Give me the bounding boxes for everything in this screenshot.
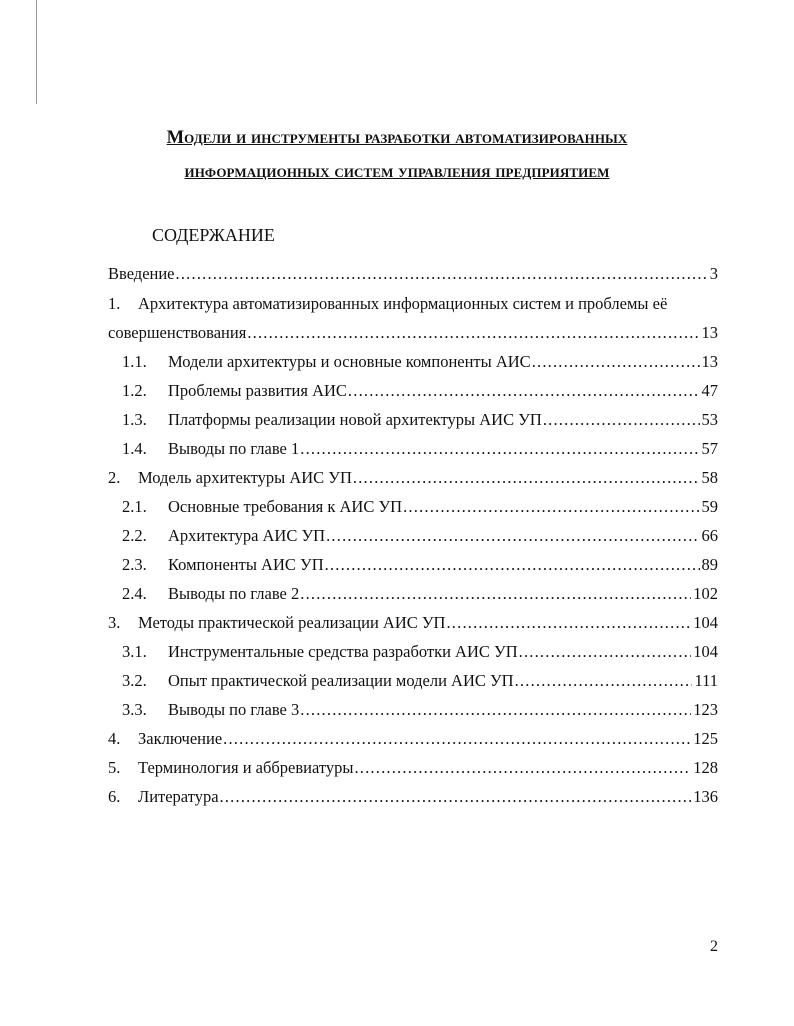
toc-entry-title: Основные требования к АИС УП — [168, 497, 403, 516]
dot-leader — [176, 264, 708, 283]
toc-entry-number: 1.2. — [122, 381, 147, 400]
toc-entry-page: 13 — [701, 352, 718, 371]
toc-entry-page: 136 — [693, 787, 718, 806]
toc-entry-title: Методы практической реализации АИС УП — [138, 613, 446, 632]
dot-leader — [223, 729, 691, 748]
table-of-contents — [108, 254, 718, 806]
toc-entry-number: 2.3. — [122, 555, 147, 574]
toc-entry-section-3-1[interactable] — [108, 632, 718, 661]
document-title-line-2: информационных систем управления предприятием — [184, 162, 610, 182]
toc-entry-title: Опыт практической реализации модели АИС УП — [168, 671, 514, 690]
toc-entry-title: Проблемы развития АИС — [168, 381, 347, 400]
dot-leader — [300, 584, 691, 603]
dot-leader — [220, 787, 692, 806]
scan-margin-line — [36, 0, 37, 104]
toc-entry-title: Заключение — [138, 729, 223, 748]
toc-entry-section-1-2[interactable] — [108, 371, 718, 400]
toc-entry-section-2-1[interactable] — [108, 487, 718, 516]
toc-entry-page: 58 — [701, 468, 718, 487]
toc-entry-section-2-4[interactable] — [108, 574, 718, 603]
toc-entry-page: 57 — [701, 439, 718, 458]
toc-entry-title: Введение — [108, 264, 175, 283]
dot-leader — [300, 700, 691, 719]
toc-entry-page: 3 — [709, 264, 718, 283]
toc-entry-number: 2.2. — [122, 526, 147, 545]
toc-entry-chapter-2[interactable] — [108, 458, 718, 487]
dot-leader — [515, 671, 693, 690]
toc-entry-page: 104 — [693, 642, 718, 661]
dot-leader — [403, 497, 699, 516]
toc-entry-title: Терминология и аббревиатуры — [138, 758, 354, 777]
toc-entry-chapter-1[interactable] — [108, 283, 718, 313]
toc-entry-number: 2. — [108, 468, 121, 487]
toc-entry-title-continued: совершенствования — [108, 323, 247, 342]
toc-entry-page: 102 — [693, 584, 718, 603]
toc-entry-page: 89 — [701, 555, 718, 574]
toc-entry-page: 104 — [693, 613, 718, 632]
toc-entry-title: Модель архитектуры АИС УП — [138, 468, 352, 487]
toc-entry-title: Выводы по главе 3 — [168, 700, 300, 719]
toc-entry-page: 123 — [693, 700, 718, 719]
toc-entry-section-2-3[interactable] — [108, 545, 718, 574]
toc-entry-title: Инструментальные средства разработки АИС УП — [168, 642, 518, 661]
dot-leader — [543, 410, 700, 429]
toc-entry-number: 3.3. — [122, 700, 147, 719]
toc-entry-title: Модели архитектуры и основные компоненты АИС — [168, 352, 531, 371]
toc-entry-section-2-2[interactable] — [108, 516, 718, 545]
toc-entry-page: 47 — [701, 381, 718, 400]
toc-entry-chapter-5[interactable] — [108, 748, 718, 777]
dot-leader — [247, 323, 699, 342]
toc-entry-section-1-3[interactable] — [108, 400, 718, 429]
toc-entry-number: 1.1. — [122, 352, 147, 371]
dot-leader — [519, 642, 692, 661]
toc-entry-number: 3. — [108, 613, 121, 632]
page-number: 2 — [710, 938, 718, 955]
toc-entry-title: Компоненты АИС УП — [168, 555, 324, 574]
toc-entry-number: 2.1. — [122, 497, 147, 516]
toc-entry-page: 53 — [701, 410, 718, 429]
toc-entry-title: Архитектура АИС УП — [168, 526, 326, 545]
toc-entry-chapter-6[interactable] — [108, 777, 718, 806]
toc-entry-title: Архитектура автоматизированных информационных систем и проблемы её — [138, 294, 668, 313]
toc-entry-title: Выводы по главе 2 — [168, 584, 300, 603]
toc-entry-page: 128 — [693, 758, 718, 777]
toc-heading: СОДЕРЖАНИЕ — [152, 225, 275, 245]
dot-leader — [326, 526, 699, 545]
toc-entry-number: 6. — [108, 787, 121, 806]
toc-entry-chapter-4[interactable] — [108, 719, 718, 748]
toc-entry-number: 3.1. — [122, 642, 147, 661]
dot-leader — [353, 468, 700, 487]
toc-entry-number: 2.4. — [122, 584, 147, 603]
toc-entry-section-3-2[interactable] — [108, 661, 718, 690]
toc-entry-section-3-3[interactable] — [108, 690, 718, 719]
dot-leader — [446, 613, 691, 632]
toc-entry-page: 13 — [701, 323, 718, 342]
dot-leader — [354, 758, 691, 777]
toc-entry-number: 3.2. — [122, 671, 147, 690]
toc-entry-page: 111 — [694, 671, 718, 690]
toc-entry-number: 1. — [108, 294, 121, 313]
toc-entry-chapter-1-continued[interactable] — [108, 313, 718, 342]
toc-entry-number: 1.3. — [122, 410, 147, 429]
toc-entry-section-1-4[interactable] — [108, 429, 718, 458]
toc-entry-page: 66 — [701, 526, 718, 545]
dot-leader — [300, 439, 699, 458]
toc-entry-page: 59 — [701, 497, 718, 516]
dot-leader — [325, 555, 700, 574]
toc-entry-number: 1.4. — [122, 439, 147, 458]
dot-leader — [348, 381, 700, 400]
toc-entry-section-1-1[interactable] — [108, 342, 718, 371]
dot-leader — [532, 352, 700, 371]
toc-entry-intro[interactable] — [108, 254, 718, 283]
toc-entry-chapter-3[interactable] — [108, 603, 718, 632]
toc-entry-title: Платформы реализации новой архитектуры АИС УП — [168, 410, 542, 429]
toc-entry-number: 5. — [108, 758, 121, 777]
toc-entry-title: Литература — [138, 787, 219, 806]
document-title-line-1: Модели и инструменты разработки автоматизированных — [166, 128, 628, 148]
toc-entry-number: 4. — [108, 729, 121, 748]
toc-entry-title: Выводы по главе 1 — [168, 439, 300, 458]
toc-entry-page: 125 — [693, 729, 718, 748]
